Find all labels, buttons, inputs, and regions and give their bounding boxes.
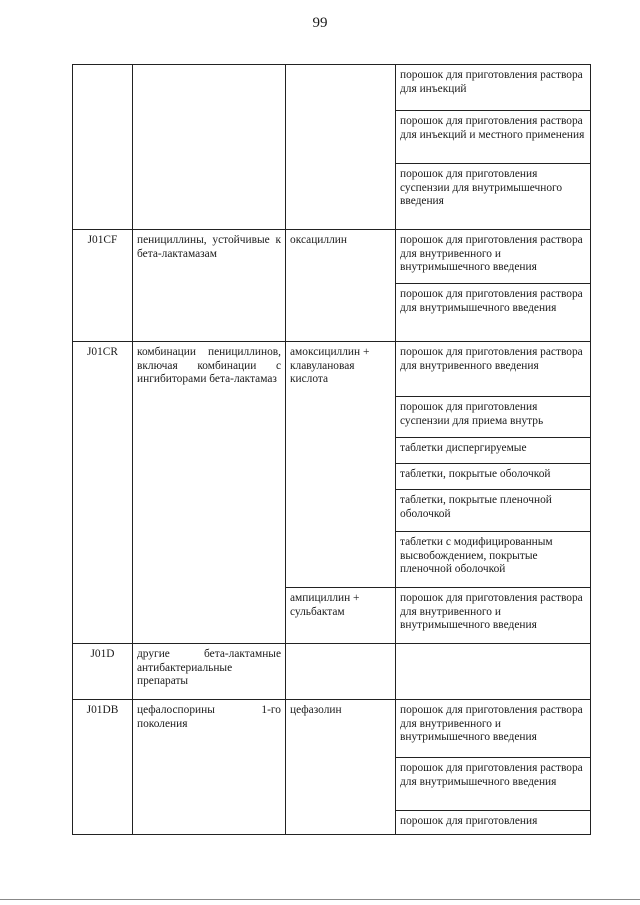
page-number: 99 <box>312 15 328 31</box>
dosage-form-cell: порошок для приготовления раствора для внутримышечного введения <box>396 758 591 811</box>
dosage-form-cell: порошок для приготовления суспензии для внутримышечного введения <box>396 164 591 230</box>
dosage-form-cell: таблетки, покрытые пленочной оболочкой <box>396 490 591 532</box>
atc-code-cell: J01CF <box>73 230 133 342</box>
medication-table <box>72 64 591 835</box>
dosage-form-cell <box>396 644 591 700</box>
dosage-form-cell: порошок для приготовления раствора для внутривенного введения <box>396 342 591 397</box>
group-cell: комбинации пенициллинов, включая комбинации с ингибиторами бета-лактамаз <box>133 342 286 644</box>
table-row <box>73 342 591 397</box>
dosage-form-cell: порошок для приготовления раствора для инъекций <box>396 65 591 111</box>
group-cell: цефалоспорины 1-го поколения <box>133 700 286 835</box>
dosage-form-cell: порошок для приготовления раствора для инъекций и местного применения <box>396 111 591 164</box>
table-row <box>73 644 591 700</box>
substance-cell <box>286 65 396 230</box>
group-cell: пенициллины, устойчивые к бета-лактамазам <box>133 230 286 342</box>
dosage-form-cell: таблетки с модифицированным высвобождением, покрытые пленочной оболочкой <box>396 532 591 588</box>
table-row <box>73 700 591 758</box>
dosage-form-cell: порошок для приготовления раствора для внутривенного и внутримышечного введения <box>396 700 591 758</box>
substance-cell: ампициллин + сульбактам <box>286 588 396 644</box>
substance-cell: цефазолин <box>286 700 396 835</box>
dosage-form-cell: порошок для приготовления <box>396 811 591 835</box>
dosage-form-cell: порошок для приготовления раствора для внутривенного и внутримышечного введения <box>396 588 591 644</box>
dosage-form-cell: порошок для приготовления раствора для внутривенного и внутримышечного введения <box>396 230 591 284</box>
dosage-form-cell: порошок для приготовления раствора для внутримышечного введения <box>396 284 591 342</box>
substance-cell: амоксициллин + клавулановая кислота <box>286 342 396 588</box>
substance-cell <box>286 644 396 700</box>
group-cell <box>133 65 286 230</box>
dosage-form-cell: таблетки, покрытые оболочкой <box>396 464 591 490</box>
atc-code-cell: J01DB <box>73 700 133 835</box>
atc-code-cell: J01D <box>73 644 133 700</box>
page-bottom-rule <box>0 899 640 900</box>
dosage-form-cell: порошок для приготовления суспензии для приема внутрь <box>396 397 591 438</box>
table-row <box>73 65 591 111</box>
group-cell: другие бета-лактамные антибактериальные препараты <box>133 644 286 700</box>
substance-cell: оксациллин <box>286 230 396 342</box>
table-row <box>73 230 591 284</box>
atc-code-cell: J01CR <box>73 342 133 644</box>
atc-code-cell <box>73 65 133 230</box>
dosage-form-cell: таблетки диспергируемые <box>396 438 591 464</box>
